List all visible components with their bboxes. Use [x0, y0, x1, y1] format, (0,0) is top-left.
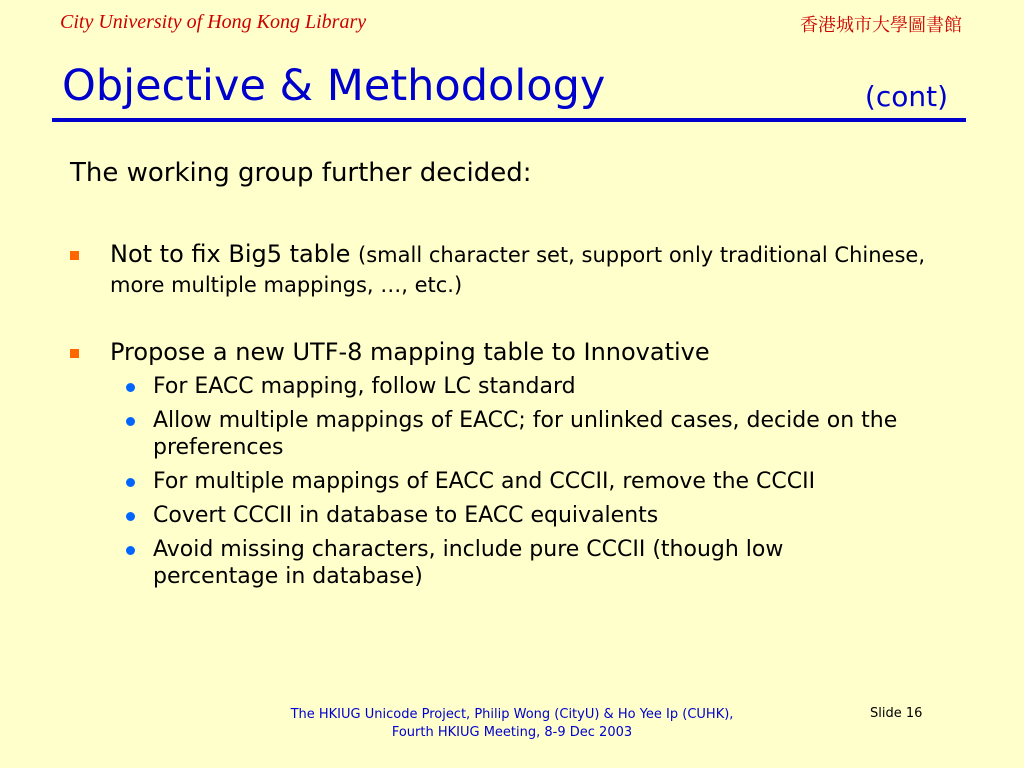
- sub-bullet-text: For EACC mapping, follow LC standard: [153, 374, 576, 399]
- slide-number: Slide 16: [870, 706, 923, 721]
- slide-title: Objective & Methodology: [62, 61, 606, 111]
- sub-bullet-item: [153, 502, 913, 529]
- round-bullet-icon: [126, 383, 135, 392]
- bullet-text: Not to fix Big5 table: [110, 240, 359, 268]
- bullet-list: [70, 240, 950, 597]
- square-bullet-icon: [70, 251, 79, 260]
- slide-title-cont: (cont): [864, 80, 948, 113]
- header-library-name-chinese: 香港城市大學圖書館: [800, 15, 962, 36]
- sub-bullet-item: [153, 536, 913, 590]
- sub-bullet-text: Allow multiple mappings of EACC; for unlinked cases, decide on the preferences: [153, 408, 898, 460]
- round-bullet-icon: [126, 546, 135, 555]
- sub-bullet-item: [153, 468, 913, 495]
- round-bullet-icon: [126, 512, 135, 521]
- bullet-item: [70, 240, 950, 300]
- sub-bullet-list: [70, 373, 950, 590]
- title-underline: [52, 118, 966, 122]
- sub-bullet-text: Avoid missing characters, include pure CCCII (though low percentage in database): [153, 537, 784, 589]
- sub-bullet-text: Covert CCCII in database to EACC equivalents: [153, 503, 659, 528]
- sub-bullet-item: [153, 407, 913, 461]
- bullet-detail: (small character set, support only traditional Chinese, more multiple mappings, …, etc.): [110, 243, 925, 297]
- round-bullet-icon: [126, 478, 135, 487]
- bullet-text: Propose a new UTF-8 mapping table to Innovative: [110, 338, 710, 366]
- sub-bullet-item: [153, 373, 913, 400]
- intro-text: The working group further decided:: [70, 158, 532, 188]
- sub-bullet-text: For multiple mappings of EACC and CCCII, remove the CCCII: [153, 469, 816, 494]
- header-library-name: City University of Hong Kong Library: [60, 11, 367, 33]
- square-bullet-icon: [70, 349, 79, 358]
- bullet-item: [70, 338, 950, 367]
- footer-line-2: Fourth HKIUG Meeting, 8-9 Dec 2003: [391, 725, 633, 740]
- footer-line-1: The HKIUG Unicode Project, Philip Wong (CityU) & Ho Yee Ip (CUHK),: [290, 707, 734, 722]
- round-bullet-icon: [126, 417, 135, 426]
